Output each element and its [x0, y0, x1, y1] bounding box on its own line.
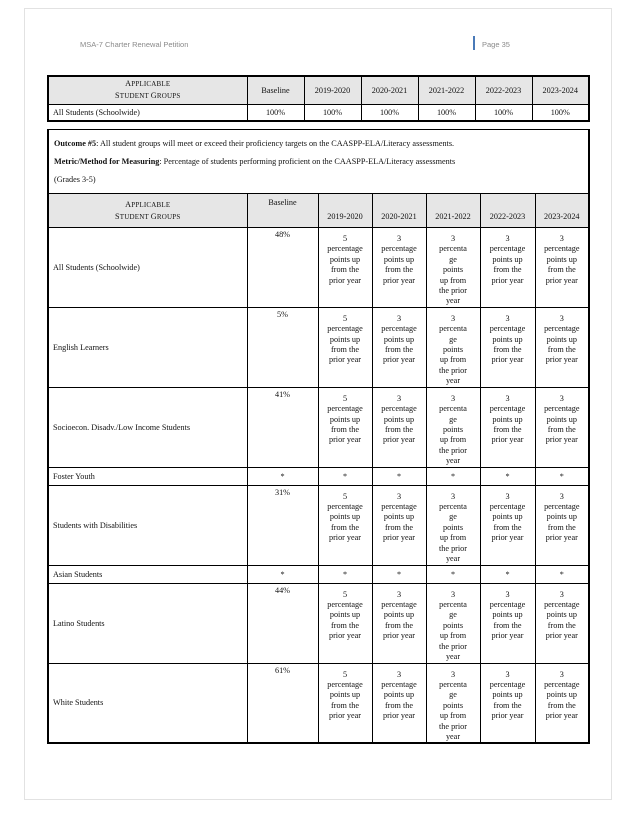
outcome-description — [48, 130, 589, 194]
target-text-line: percentage — [489, 404, 526, 414]
target-text-line: percentage — [381, 679, 417, 689]
target-cell — [372, 583, 426, 663]
table1-col-2020-2021: 2020-2021 — [361, 76, 418, 104]
target-text-line: points up — [492, 414, 523, 424]
target-text-line: from the — [331, 424, 359, 434]
target-text-line: from the — [547, 265, 576, 275]
target-text-line: points up — [329, 334, 361, 344]
target-text-line: from the — [547, 522, 576, 532]
target-text-line: prior year — [491, 275, 524, 285]
target-text-line: ge — [449, 512, 457, 522]
target-text-line: percentage — [327, 599, 363, 609]
target-text-line: prior year — [328, 355, 362, 365]
target-text-line: percentage — [381, 501, 417, 511]
table2-col-2023-2024: 2023-2024 — [535, 194, 589, 228]
target-cell — [426, 307, 480, 387]
target-text-line: 3 — [450, 393, 456, 403]
baseline-cell: 44% — [247, 583, 318, 663]
target-text-line: 3 — [505, 491, 510, 501]
target-text-line: up from — [439, 435, 467, 445]
target-text-line: prior year — [328, 435, 362, 445]
table1-col-2019-2020: 2019-2020 — [304, 76, 361, 104]
row-label: Students with Disabilities — [48, 485, 247, 565]
target-cell — [426, 663, 480, 743]
target-text-line: prior year — [545, 533, 578, 543]
table-row — [48, 467, 589, 485]
target-text-line: from the — [385, 265, 413, 275]
target-text-line: from the — [385, 700, 413, 710]
target-text-line: percentage — [381, 404, 417, 414]
target-text-line: points — [442, 345, 464, 355]
target-cell — [480, 663, 535, 743]
target-text-line: points up — [492, 690, 523, 700]
target-text-line: 3 — [505, 234, 510, 243]
table1-col-2021-2022: 2021-2022 — [418, 76, 475, 104]
table1-cell: 100% — [304, 104, 361, 121]
row-label: English Learners — [48, 307, 247, 387]
target-text-line: from the — [493, 700, 522, 710]
target-text-line: 5 — [342, 669, 348, 679]
target-text-line: ge — [449, 254, 457, 264]
target-text-line: points up — [546, 254, 577, 264]
target-text-line: prior year — [382, 533, 416, 543]
target-text-line: percentage — [544, 404, 580, 414]
table-row — [48, 228, 589, 308]
grades-text: (Grades 3-5) — [54, 175, 96, 184]
target-text-line: prior year — [382, 435, 416, 445]
table2-group-header: APPLICABLE STUDENT GROUPS — [48, 194, 247, 228]
target-text-line: from the — [547, 345, 576, 355]
table1-cell: 100% — [418, 104, 475, 121]
target-text-line: 3 — [559, 491, 564, 501]
target-text-line: from the — [331, 265, 359, 275]
table-row — [48, 387, 589, 467]
target-cell — [480, 583, 535, 663]
target-text-line: points up — [546, 512, 577, 522]
target-text-line: percenta — [439, 244, 467, 254]
outcome-text: : All student groups will meet or exceed their proficiency targets on the CAASPP-ELA/Literacy assessments. — [96, 139, 455, 148]
target-text-line: the prior — [439, 543, 467, 553]
target-text-line: up from — [439, 355, 467, 365]
outcome-5-table — [47, 129, 590, 744]
target-text-line: percentage — [489, 501, 526, 511]
target-text-line: from the — [331, 522, 359, 532]
baseline-cell: 5% — [247, 307, 318, 387]
row-label: Latino Students — [48, 583, 247, 663]
baseline-cell: 41% — [247, 387, 318, 467]
target-text-line: points — [442, 522, 464, 532]
target-cell — [372, 485, 426, 565]
target-text-line: 5 — [342, 313, 348, 323]
target-cell: * — [535, 565, 589, 583]
target-text-line: percentage — [544, 244, 580, 254]
table-row — [48, 565, 589, 583]
target-text-line: points — [442, 620, 464, 630]
target-text-line: points up — [492, 610, 523, 620]
table-row — [48, 485, 589, 565]
target-text-line: percenta — [439, 679, 467, 689]
target-text-line: points up — [329, 254, 361, 264]
target-text-line: from the — [547, 700, 576, 710]
target-text-line: 3 — [450, 491, 456, 501]
target-text-line: prior year — [328, 533, 362, 543]
target-text-line: percenta — [439, 324, 467, 334]
target-text-line: percentage — [381, 324, 417, 334]
target-text-line: prior year — [491, 711, 524, 721]
target-cell: * — [480, 565, 535, 583]
target-text-line: year — [445, 731, 461, 741]
page-number: Page 35 — [482, 40, 510, 49]
metric-text: : Percentage of students performing proficient on the CAASPP-ELA/Literacy assessments — [159, 157, 456, 166]
outcome-title: Outcome #5 — [54, 139, 97, 148]
target-cell — [426, 387, 480, 467]
target-text-line: prior year — [328, 275, 362, 285]
table1-col-baseline: Baseline — [247, 76, 304, 104]
target-cell — [535, 228, 589, 308]
target-text-line: points — [442, 424, 464, 434]
target-cell — [318, 228, 372, 308]
target-cell — [318, 307, 372, 387]
target-text-line: points up — [329, 414, 361, 424]
target-text-line: the prior — [439, 445, 467, 455]
target-text-line: up from — [439, 711, 467, 721]
target-text-line: the prior — [439, 365, 467, 375]
target-text-line: percenta — [439, 599, 467, 609]
target-text-line: from the — [493, 345, 522, 355]
table1-col-2022-2023: 2022-2023 — [475, 76, 532, 104]
target-text-line: points up — [383, 414, 415, 424]
target-text-line: from the — [493, 620, 522, 630]
target-text-line: 5 — [342, 589, 348, 599]
target-text-line: 3 — [450, 669, 456, 679]
target-text-line: percentage — [544, 679, 580, 689]
target-text-line: up from — [439, 533, 467, 543]
target-text-line: 3 — [450, 589, 456, 599]
target-cell — [426, 583, 480, 663]
target-text-line: from the — [493, 424, 522, 434]
target-text-line: 3 — [396, 589, 402, 599]
target-cell — [535, 663, 589, 743]
target-text-line: from the — [385, 620, 413, 630]
target-cell — [535, 387, 589, 467]
table1-group-header: APPLICABLE STUDENT GROUPS — [48, 76, 247, 104]
target-text-line: prior year — [545, 435, 578, 445]
target-text-line: percenta — [439, 404, 467, 414]
target-cell — [318, 583, 372, 663]
target-text-line: points up — [329, 690, 361, 700]
target-text-line: percenta — [439, 501, 467, 511]
target-cell — [372, 387, 426, 467]
target-text-line: 3 — [505, 589, 510, 599]
table1-cell: 100% — [361, 104, 418, 121]
target-text-line: prior year — [382, 275, 416, 285]
target-text-line: year — [445, 456, 461, 466]
target-cell — [480, 387, 535, 467]
target-cell: * — [426, 565, 480, 583]
target-text-line: points up — [329, 512, 361, 522]
target-cell — [372, 663, 426, 743]
target-text-line: percentage — [327, 501, 363, 511]
target-text-line: 3 — [559, 669, 564, 679]
target-text-line: points up — [383, 610, 415, 620]
target-cell — [480, 228, 535, 308]
target-text-line: prior year — [382, 631, 416, 641]
target-text-line: the prior — [439, 641, 467, 651]
target-cell — [480, 307, 535, 387]
target-cell: * — [480, 467, 535, 485]
table2-col-2020-2021: 2020-2021 — [372, 194, 426, 228]
target-text-line: year — [445, 376, 461, 386]
target-text-line: points up — [383, 334, 415, 344]
target-text-line: 3 — [450, 313, 456, 323]
target-cell: * — [535, 467, 589, 485]
target-text-line: 3 — [396, 234, 402, 243]
target-text-line: up from — [439, 631, 467, 641]
table2-col-2021-2022: 2021-2022 — [426, 194, 480, 228]
target-cell — [535, 485, 589, 565]
table2-col-baseline: Baseline — [247, 194, 318, 228]
target-text-line: year — [445, 296, 461, 306]
target-text-line: points up — [329, 610, 361, 620]
row-label: Foster Youth — [48, 467, 247, 485]
row-label: Asian Students — [48, 565, 247, 583]
target-text-line: prior year — [491, 533, 524, 543]
row-label: Socioecon. Disadv./Low Income Students — [48, 387, 247, 467]
target-cell: * — [426, 467, 480, 485]
target-text-line: prior year — [545, 355, 578, 365]
target-text-line: 3 — [559, 393, 564, 403]
target-cell — [318, 663, 372, 743]
target-text-line: percentage — [489, 324, 526, 334]
target-text-line: 3 — [505, 393, 510, 403]
target-cell — [372, 228, 426, 308]
target-text-line: 5 — [342, 234, 348, 243]
target-text-line: prior year — [382, 711, 416, 721]
table2-col-2019-2020: 2019-2020 — [318, 194, 372, 228]
target-text-line: points up — [492, 512, 523, 522]
header-divider — [473, 36, 475, 50]
target-text-line: 5 — [342, 491, 348, 501]
target-text-line: percentage — [381, 599, 417, 609]
target-text-line: points up — [546, 414, 577, 424]
target-text-line: 3 — [450, 234, 456, 243]
target-text-line: 3 — [505, 313, 510, 323]
baseline-cell: 61% — [247, 663, 318, 743]
table-row — [48, 583, 589, 663]
target-text-line: prior year — [545, 275, 578, 285]
target-text-line: percentage — [489, 679, 526, 689]
target-text-line: 3 — [396, 491, 402, 501]
target-text-line: from the — [385, 522, 413, 532]
target-text-line: 3 — [396, 313, 402, 323]
target-text-line: prior year — [545, 711, 578, 721]
row-label: White Students — [48, 663, 247, 743]
target-cell: * — [318, 467, 372, 485]
target-cell: * — [318, 565, 372, 583]
target-cell: * — [372, 565, 426, 583]
target-text-line: up from — [439, 275, 467, 285]
target-text-line: from the — [385, 345, 413, 355]
target-text-line: percentage — [327, 244, 363, 254]
table1-cell: 100% — [247, 104, 304, 121]
metric-title: Metric/Method for Measuring — [54, 157, 160, 166]
table1-col-2023-2024: 2023-2024 — [532, 76, 589, 104]
target-text-line: from the — [493, 522, 522, 532]
target-text-line: from the — [547, 620, 576, 630]
target-text-line: ge — [449, 610, 457, 620]
target-text-line: from the — [547, 424, 576, 434]
target-text-line: the prior — [439, 721, 467, 731]
target-text-line: percentage — [327, 404, 363, 414]
target-text-line: 3 — [396, 669, 402, 679]
target-text-line: year — [445, 553, 461, 563]
target-text-line: 3 — [559, 589, 564, 599]
target-cell — [318, 485, 372, 565]
target-text-line: percentage — [489, 244, 526, 254]
target-text-line: points up — [492, 334, 523, 344]
target-text-line: from the — [493, 265, 522, 275]
target-text-line: points — [442, 700, 464, 710]
target-text-line: 5 — [342, 393, 348, 403]
baseline-cell: * — [247, 565, 318, 583]
target-text-line: points up — [546, 610, 577, 620]
target-cell: * — [372, 467, 426, 485]
target-text-line: points up — [383, 690, 415, 700]
target-text-line: percentage — [544, 324, 580, 334]
target-text-line: prior year — [491, 355, 524, 365]
target-text-line: prior year — [382, 355, 416, 365]
target-text-line: points — [442, 265, 464, 275]
target-text-line: 3 — [505, 669, 510, 679]
baseline-cell: 48% — [247, 228, 318, 308]
target-cell — [535, 307, 589, 387]
target-text-line: from the — [331, 345, 359, 355]
target-text-line: points up — [546, 690, 577, 700]
target-text-line: percentage — [544, 501, 580, 511]
target-text-line: ge — [449, 690, 457, 700]
target-text-line: points up — [383, 512, 415, 522]
target-text-line: percentage — [381, 244, 417, 254]
target-cell — [426, 228, 480, 308]
target-text-line: from the — [331, 620, 359, 630]
table2-col-2022-2023: 2022-2023 — [480, 194, 535, 228]
target-text-line: from the — [331, 700, 359, 710]
target-text-line: points up — [546, 334, 577, 344]
target-text-line: prior year — [545, 631, 578, 641]
target-text-line: prior year — [491, 435, 524, 445]
target-text-line: percentage — [544, 599, 580, 609]
target-text-line: ge — [449, 334, 457, 344]
target-text-line: prior year — [491, 631, 524, 641]
target-text-line: prior year — [328, 711, 362, 721]
target-text-line: from the — [385, 424, 413, 434]
baseline-cell: * — [247, 467, 318, 485]
row-label: All Students (Schoolwide) — [48, 228, 247, 308]
target-text-line: 3 — [559, 234, 564, 243]
target-cell — [480, 485, 535, 565]
target-text-line: percentage — [327, 679, 363, 689]
attendance-table — [47, 75, 590, 122]
target-text-line: percentage — [489, 599, 526, 609]
running-header-title: MSA-7 Charter Renewal Petition — [80, 40, 189, 49]
target-text-line: year — [445, 651, 461, 661]
table-row — [48, 663, 589, 743]
target-cell — [372, 307, 426, 387]
target-text-line: points up — [383, 254, 415, 264]
table1-row-label: All Students (Schoolwide) — [48, 104, 247, 121]
table1-cell: 100% — [532, 104, 589, 121]
target-text-line: ge — [449, 414, 457, 424]
target-text-line: the prior — [439, 286, 467, 296]
target-cell — [535, 583, 589, 663]
target-text-line: prior year — [328, 631, 362, 641]
target-cell — [426, 485, 480, 565]
table-row — [48, 307, 589, 387]
target-text-line: 3 — [559, 313, 564, 323]
table1-cell: 100% — [475, 104, 532, 121]
target-cell — [318, 387, 372, 467]
target-text-line: 3 — [396, 393, 402, 403]
target-text-line: percentage — [327, 324, 363, 334]
target-text-line: points up — [492, 254, 523, 264]
baseline-cell: 31% — [247, 485, 318, 565]
